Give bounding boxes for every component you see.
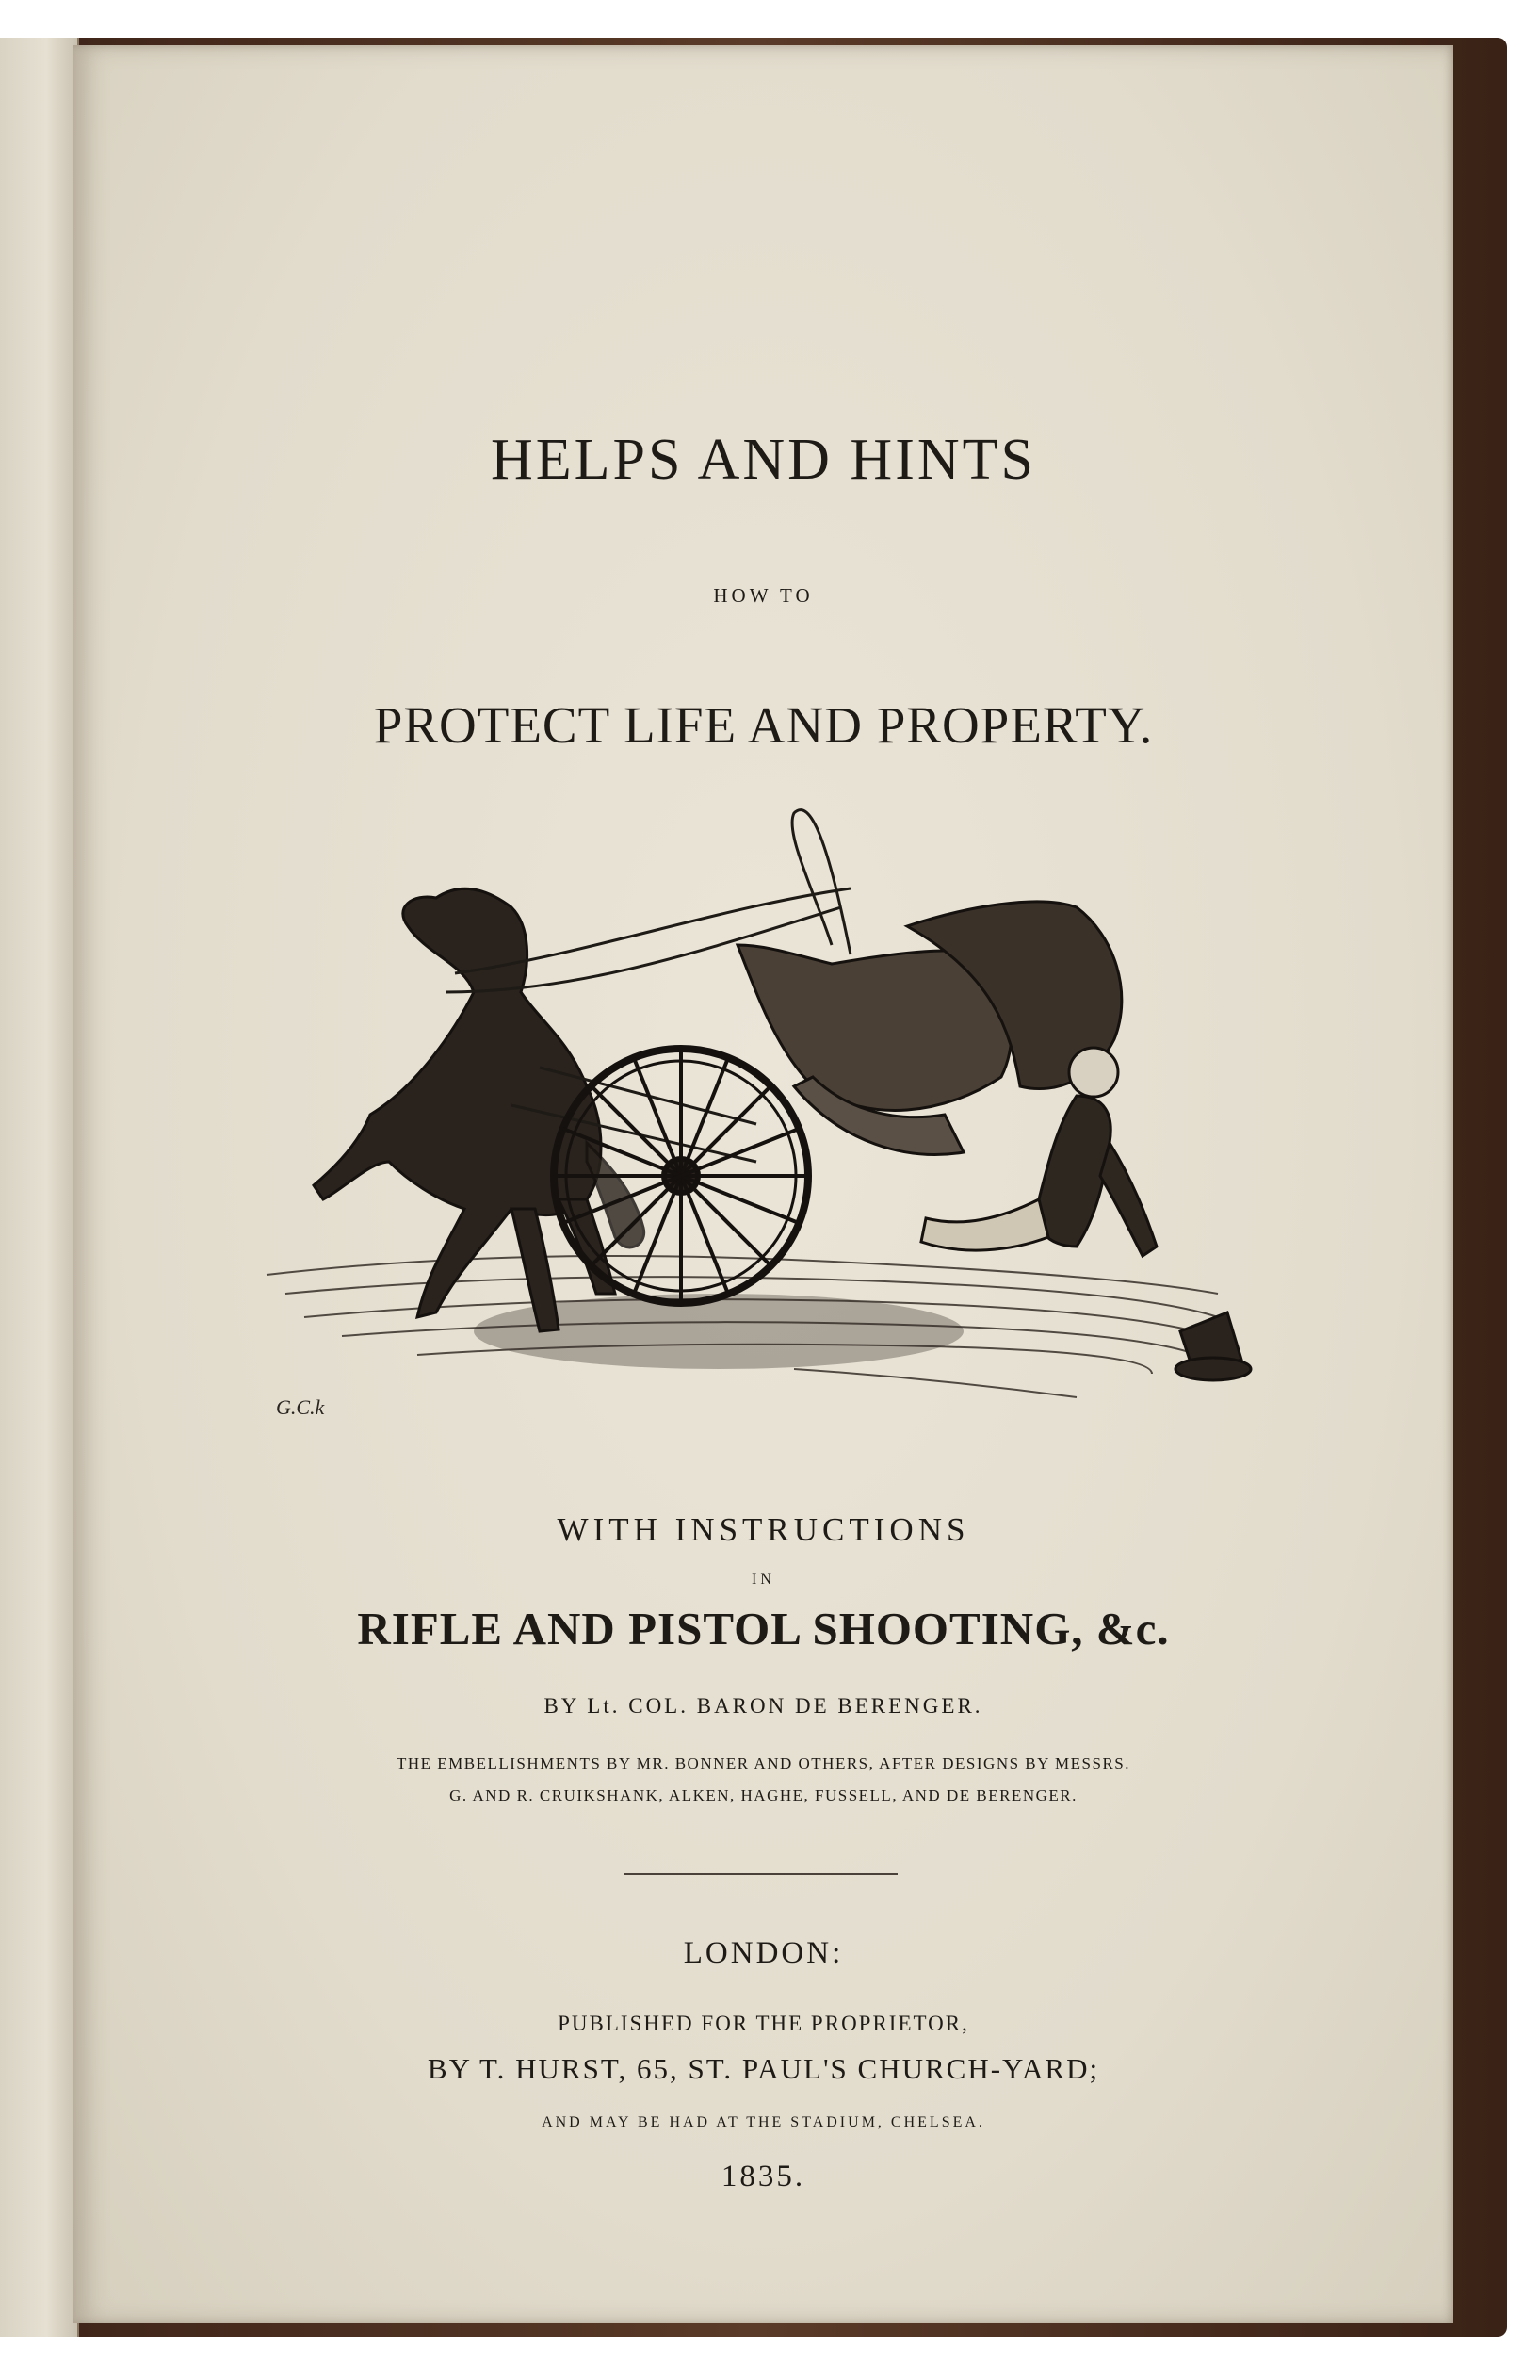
- imprint-publisher: BY T. HURST, 65, ST. PAUL'S CHURCH-YARD;: [427, 2052, 1100, 2085]
- book-subject: RIFLE AND PISTOL SHOOTING, &c.: [357, 1603, 1170, 1655]
- book-title: HELPS AND HINTS: [491, 428, 1036, 492]
- top-hat: [1175, 1312, 1251, 1380]
- facing-page-edge: [0, 38, 79, 2337]
- divider-rule: [624, 1873, 898, 1875]
- author-line: BY Lt. COL. BARON DE BERENGER.: [543, 1694, 983, 1718]
- imprint-year: 1835.: [721, 2160, 806, 2193]
- instructions-line: WITH INSTRUCTIONS: [557, 1511, 970, 1548]
- instructions-connector: IN: [752, 1572, 775, 1588]
- whip: [792, 810, 851, 954]
- embellishments-line-1: THE EMBELLISHMENTS BY MR. BONNER AND OTHERS, AFTER DESIGNS BY MESSRS.: [396, 1754, 1130, 1772]
- title-page: [73, 45, 1453, 2323]
- carriage-accident-engraving-icon: [229, 804, 1265, 1444]
- book-subtitle: PROTECT LIFE AND PROPERTY.: [373, 696, 1154, 754]
- title-connector: HOW TO: [713, 584, 814, 607]
- embellishments-line-2: G. AND R. CRUIKSHANK, ALKEN, HAGHE, FUSSELL, AND DE BERENGER.: [449, 1786, 1078, 1804]
- engraver-signature: G.C.k: [276, 1395, 325, 1419]
- imprint-also-available: AND MAY BE HAD AT THE STADIUM, CHELSEA.: [542, 2114, 985, 2130]
- imprint-place: LONDON:: [683, 1936, 844, 1970]
- imprint-published-for: PUBLISHED FOR THE PROPRIETOR,: [558, 2012, 969, 2035]
- carriage-wheel: [554, 1049, 808, 1303]
